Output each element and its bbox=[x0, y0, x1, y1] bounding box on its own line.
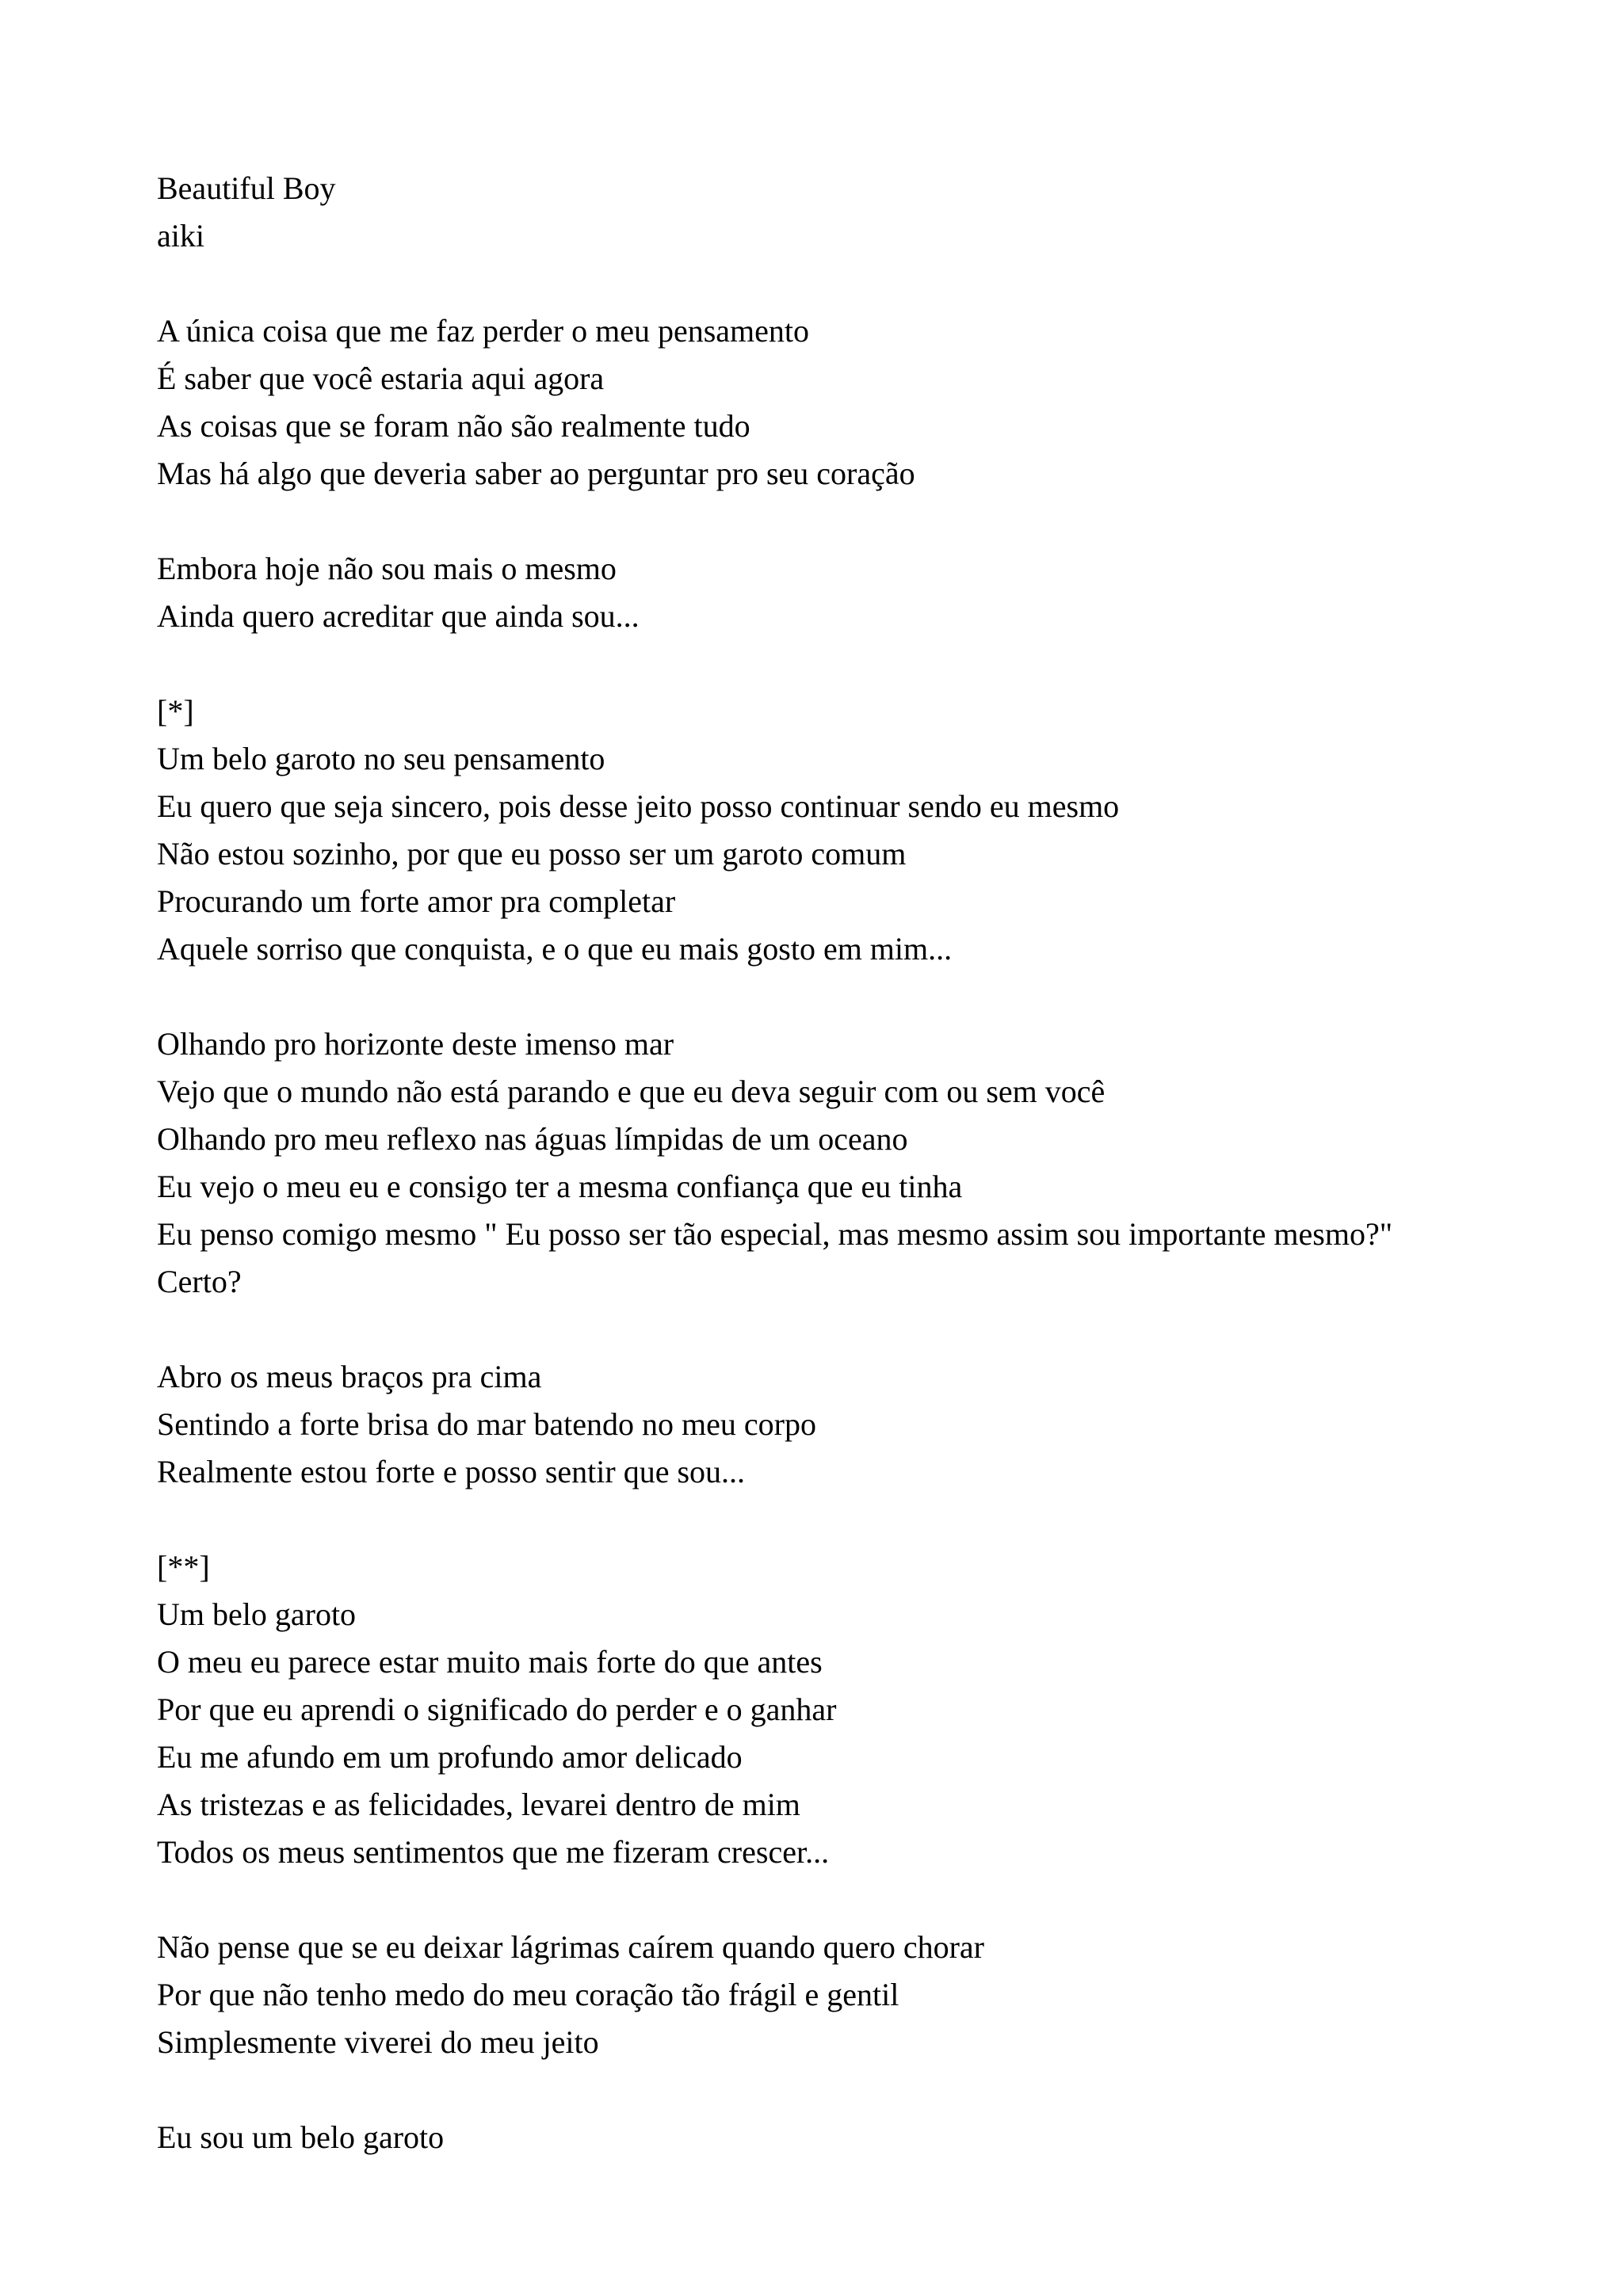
lyric-line: As tristezas e as felicidades, levarei dentro de mim bbox=[157, 1787, 800, 1822]
stanza bbox=[157, 545, 1552, 640]
lyric-line: É saber que você estaria aqui agora bbox=[157, 360, 605, 396]
lyric-line: Por que eu aprendi o significado do perder e o ganhar bbox=[157, 1691, 837, 1727]
chorus-stanza bbox=[157, 1543, 1552, 1876]
song-author: aiki bbox=[157, 218, 204, 254]
stanza bbox=[157, 1020, 1552, 1306]
lyric-line: Certo? bbox=[157, 1264, 242, 1299]
lyric-line: Simplesmente viverei do meu jeito bbox=[157, 2024, 599, 2060]
lyric-line: Vejo que o mundo não está parando e que eu deva seguir com ou sem você bbox=[157, 1074, 1106, 1109]
title-block bbox=[157, 165, 1552, 260]
lyric-line: Ainda quero acreditar que ainda sou... bbox=[157, 598, 640, 634]
document-page bbox=[157, 165, 1552, 2209]
lyric-line: Mas há algo que deveria saber ao perguntar pro seu coração bbox=[157, 456, 915, 491]
lyric-line: Eu vejo o meu eu e consigo ter a mesma confiança que eu tinha bbox=[157, 1169, 963, 1204]
lyric-line: Embora hoje não sou mais o mesmo bbox=[157, 551, 617, 586]
stanza bbox=[157, 1353, 1552, 1496]
lyric-line: Olhando pro horizonte deste imenso mar bbox=[157, 1026, 674, 1062]
lyric-line: Um belo garoto bbox=[157, 1596, 357, 1632]
chorus-marker: [*] bbox=[157, 693, 194, 729]
lyric-line: Não pense que se eu deixar lágrimas caírem quando quero chorar bbox=[157, 1929, 985, 1965]
song-title: Beautiful Boy bbox=[157, 170, 336, 206]
lyric-line: Eu penso comigo mesmo " Eu posso ser tão especial, mas mesmo assim sou importante mesmo?" bbox=[157, 1216, 1393, 1252]
chorus-stanza bbox=[157, 688, 1552, 973]
lyric-line: Aquele sorriso que conquista, e o que eu mais gosto em mim... bbox=[157, 931, 953, 967]
stanza bbox=[157, 307, 1552, 498]
lyric-line: Por que não tenho medo do meu coração tão frágil e gentil bbox=[157, 1977, 899, 2012]
lyric-line: Procurando um forte amor pra completar bbox=[157, 883, 676, 919]
lyric-line: Não estou sozinho, por que eu posso ser um garoto comum bbox=[157, 836, 907, 871]
stanza bbox=[157, 1924, 1552, 2066]
lyric-line: Olhando pro meu reflexo nas águas límpidas de um oceano bbox=[157, 1121, 908, 1157]
lyric-line: Realmente estou forte e posso sentir que sou... bbox=[157, 1454, 746, 1489]
lyric-line: Eu me afundo em um profundo amor delicado bbox=[157, 1739, 743, 1775]
lyric-line: Um belo garoto no seu pensamento bbox=[157, 741, 605, 776]
lyric-line: A única coisa que me faz perder o meu pensamento bbox=[157, 313, 810, 349]
lyric-line: Eu sou um belo garoto bbox=[157, 2119, 445, 2155]
chorus-marker: [**] bbox=[157, 1549, 210, 1585]
lyric-line: Sentindo a forte brisa do mar batendo no meu corpo bbox=[157, 1406, 816, 1442]
lyric-line: Eu quero que seja sincero, pois desse jeito posso continuar sendo eu mesmo bbox=[157, 788, 1120, 824]
lyric-line: O meu eu parece estar muito mais forte do que antes bbox=[157, 1644, 823, 1680]
lyric-line: As coisas que se foram não são realmente tudo bbox=[157, 408, 750, 444]
closing-stanza bbox=[157, 2114, 1552, 2161]
lyric-line: Todos os meus sentimentos que me fizeram crescer... bbox=[157, 1834, 830, 1870]
lyric-line: Abro os meus braços pra cima bbox=[157, 1359, 542, 1394]
